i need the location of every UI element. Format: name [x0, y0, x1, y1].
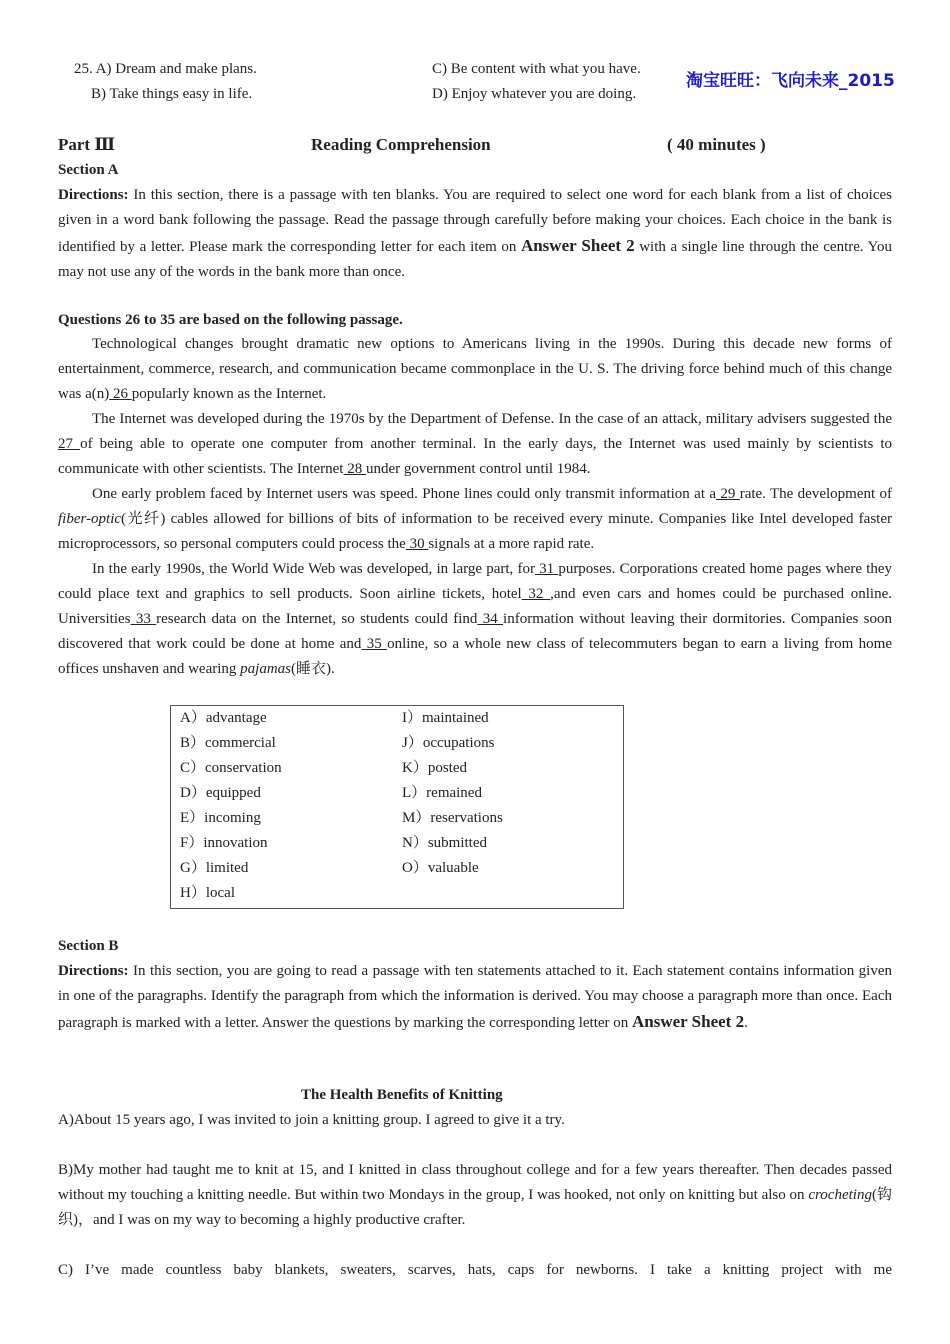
word-bank-item: O）valuable [402, 860, 479, 876]
passage [58, 332, 892, 682]
text-segment: popularly known as the Internet. [131, 386, 327, 402]
answer-blank: 33 [130, 611, 157, 627]
word-bank-item: L）remained [402, 785, 482, 801]
text-segment: ,and even cars and homes could be purchased online. Universities [58, 586, 892, 627]
part-time: ( 40 minutes ) [667, 135, 766, 154]
answer-blank: 28 [343, 461, 366, 477]
answer-blank: 34 [477, 611, 504, 627]
answer-blank: 29 [716, 486, 740, 502]
text-segment: purposes. Corporations created home pages where they could place text and graphics to sell products. Soon airline tickets, hotel [58, 561, 893, 602]
text-segment: of being able to operate one computer from another terminal. In the early days, the Internet was used mainly by scientists to communicate with other scientists. The Internet [58, 436, 893, 477]
answer-blank: 35 [361, 636, 388, 652]
text-segment: information without leaving their dormitories. Companies soon discovered that work could be done at home and [58, 611, 893, 652]
text-segment: under government control until 1984. [365, 461, 591, 477]
passage-paragraph [58, 557, 892, 682]
section-b-directions [58, 959, 892, 1036]
text-segment: In the early 1990s, the World Wide Web was developed, in large part, for [92, 561, 535, 577]
text-segment: Answer Sheet 2 [632, 1012, 745, 1031]
section-a-directions [58, 183, 892, 285]
watermark: 淘宝旺旺：飞向未来_2015 [686, 71, 895, 91]
answer-blank: 32 [521, 586, 551, 602]
article-paragraph-b [58, 1158, 892, 1233]
section-a-title: Section A [58, 162, 119, 178]
questions-heading: Questions 26 to 35 are based on the following passage. [58, 312, 403, 328]
text-segment: A)About 15 years ago, I was invited to join a knitting group. I agreed to give it a try. [58, 1112, 565, 1128]
word-bank-item: M）reservations [402, 810, 503, 826]
part-title: Reading Comprehension [311, 135, 491, 154]
text-segment: fiber-optic [58, 511, 122, 527]
text-segment: Directions: [58, 187, 129, 203]
q25-option-b: B) Take things easy in life. [91, 86, 253, 102]
text-segment: signals at a more rapid rate. [428, 536, 595, 552]
text-segment: Technological changes brought dramatic new options to Americans living in the 1990s. During this decade new forms of entertainment, commerce, research, and communication became commonplace in the U. S. The driving force behind much of this change was a(n) [58, 336, 892, 402]
part-label: Part Ⅲ [58, 135, 116, 154]
word-bank-item: D）equipped [180, 785, 261, 801]
text-segment: (睡衣). [291, 661, 335, 677]
text-segment: The Internet was developed during the 1970s by the Department of Defense. In the case of an attack, military advisers suggested the [92, 411, 892, 427]
section-b-title: Section B [58, 938, 119, 954]
text-segment: B)My mother had taught me to knit at 15, and I knitted in class throughout college and for a few years thereafter. Then decades passed without my touching a knitting needle. But within two Mondays in the group, I was hooked, not only on knitting but also on [58, 1162, 892, 1203]
word-bank-item: H）local [180, 885, 235, 901]
text-segment: In this section, you are going to read a passage with ten statements attached to it. Each statement contains information given in one of the paragraphs. Identify the paragraph from which the information is derived. You may choose a paragraph more than once. Each paragraph is marked with a letter. Answer the questions by marking the corresponding letter on [58, 963, 892, 1031]
text-segment: research data on the Internet, so students could find [156, 611, 478, 627]
text-segment: (钩织)，and I was on my way to becoming a highly productive crafter. [58, 1187, 893, 1228]
text-segment: In this section, there is a passage with ten blanks. You are required to select one word for each blank from a list of choices given in a word bank following the passage. Read the passage through carefully before making your choices. Each choice in the bank is identified by a letter. Please mark the corresponding letter for each item on [58, 187, 892, 255]
text-segment: online, so a whole new class of telecommuters began to earn a living from home offices unshaven and wearing [58, 636, 893, 677]
text-segment: pajamas [240, 661, 292, 677]
word-bank [170, 705, 624, 909]
passage-paragraph [58, 332, 892, 407]
text-segment: with a single line through the centre. You may not use any of the words in the bank more than once. [58, 239, 892, 280]
word-bank-item: K）posted [402, 760, 467, 776]
word-bank-item: E）incoming [180, 810, 261, 826]
word-bank-item: A）advantage [180, 710, 267, 726]
article-title: The Health Benefits of Knitting [301, 1087, 503, 1103]
article-paragraph-c [58, 1258, 892, 1283]
text-segment: . [744, 1015, 748, 1031]
text-segment: rate. The development of [739, 486, 892, 502]
answer-blank: 27 [58, 436, 81, 452]
text-segment: One early problem faced by Internet users was speed. Phone lines could only transmit information at a [92, 486, 716, 502]
answer-blank: 31 [534, 561, 559, 577]
answer-blank: 26 [109, 386, 132, 402]
word-bank-item: B）commercial [180, 735, 276, 751]
word-bank-item: I）maintained [402, 710, 489, 726]
text-segment: crocheting [808, 1187, 872, 1203]
passage-paragraph [58, 407, 892, 482]
q25-option-c: C) Be content with what you have. [432, 61, 641, 77]
text-segment: Directions: [58, 963, 129, 979]
q25-option-d: D) Enjoy whatever you are doing. [432, 86, 637, 102]
article-paragraph-a [58, 1108, 892, 1133]
q25-option-a: 25. A) Dream and make plans. [74, 61, 257, 77]
word-bank-item: C）conservation [180, 760, 282, 776]
word-bank-item: N）submitted [402, 835, 487, 851]
text-segment: C) I’ve made countless baby blankets, sweaters, scarves, hats, caps for newborns. I take a knitting project with me [58, 1262, 892, 1278]
word-bank-item: J）occupations [402, 735, 495, 751]
word-bank-item: G）limited [180, 860, 249, 876]
answer-blank: 30 [405, 536, 429, 552]
passage-paragraph [58, 482, 892, 557]
word-bank-item: F）innovation [180, 835, 268, 851]
text-segment: Answer Sheet 2 [520, 236, 635, 255]
text-segment: (光纤) cables allowed for billions of bits of information to be received every minute. Companies like Intel developed faster microprocessors, so personal computers could process the [58, 511, 892, 552]
